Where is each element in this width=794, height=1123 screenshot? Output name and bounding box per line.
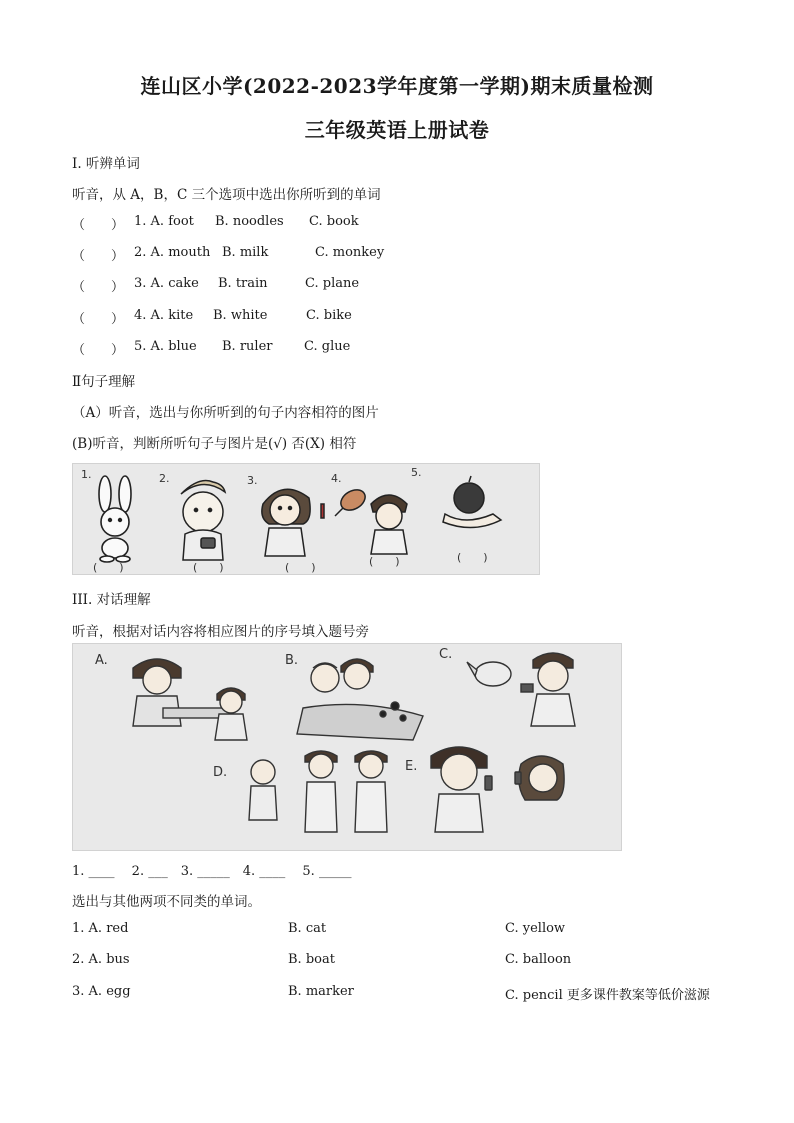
section2-instruction-b: (B)听音，判断所听句子与图片是(√) 否(X) 相符 — [72, 436, 357, 452]
picture-answer-parens: ( ) — [369, 555, 400, 568]
option-c: C. bike — [306, 308, 352, 323]
option-a: 2. A. bus — [72, 952, 130, 967]
answer-parens: （ ） — [72, 218, 125, 233]
option-c: C. glue — [304, 339, 351, 354]
section2-picture-strip — [72, 463, 540, 575]
picture-d-three-kids — [249, 751, 387, 832]
answer-parens: （ ） — [72, 343, 125, 358]
picture-number: 2. — [159, 472, 170, 485]
section3-picture-panel — [72, 643, 622, 851]
option-b: B. milk — [222, 245, 269, 260]
boy-picture — [181, 481, 225, 561]
section1-heading: I. 听辨单词 — [72, 156, 140, 172]
section2-instruction-a: （A）听音，选出与你所听到的句子内容相符的图片 — [72, 405, 379, 421]
option-c: C. pencil 更多课件教案等低价滋源 — [505, 988, 710, 1003]
option-a: 2. A. mouth — [134, 245, 211, 260]
option-a: 5. A. blue — [134, 339, 197, 354]
rabbit-picture — [99, 476, 131, 562]
option-a: 1. A. red — [72, 921, 129, 936]
dialogue-illustration — [73, 644, 621, 850]
answer-parens: （ ） — [72, 312, 125, 327]
picture-letter: A. — [95, 653, 108, 668]
picture-letter: E. — [405, 759, 418, 774]
option-b: B. boat — [288, 952, 335, 967]
option-c: C. plane — [305, 276, 360, 291]
picture-letter: B. — [285, 653, 299, 668]
answer-parens: （ ） — [72, 249, 125, 264]
apple-hand-picture — [443, 476, 501, 528]
picture-strip-illustration — [73, 464, 539, 574]
section1-instruction: 听音，从 A，B，C 三个选项中选出你所听到的单词 — [72, 187, 381, 203]
picture-answer-parens: ( ) — [457, 551, 488, 564]
picture-e-phone-kids — [431, 747, 564, 832]
option-a: 1. A. foot — [134, 214, 194, 229]
section2-heading: Ⅱ句子理解 — [72, 374, 136, 390]
option-b: B. train — [218, 276, 268, 291]
section3-answer-blanks: 1. ____ 2. ___ 3. _____ 4. ____ 5. _____ — [72, 864, 352, 879]
girl-picture — [262, 489, 324, 556]
option-c: C. book — [309, 214, 359, 229]
picture-answer-parens: ( ) — [193, 561, 224, 574]
section4-instruction: 选出与其他两项不同类的单词。 — [72, 894, 261, 910]
option-c: C. yellow — [505, 921, 566, 936]
answer-parens: （ ） — [72, 280, 125, 295]
option-a: 4. A. kite — [134, 308, 194, 323]
picture-number: 1. — [81, 468, 92, 481]
picture-letter: D. — [213, 765, 228, 780]
picture-letter: C. — [439, 647, 453, 662]
picture-b-kids-dog — [297, 659, 423, 740]
option-c: C. monkey — [315, 245, 385, 260]
picture-number: 3. — [247, 474, 258, 487]
option-a: 3. A. egg — [72, 984, 131, 999]
option-c: C. balloon — [505, 952, 572, 967]
option-b: B. marker — [288, 984, 354, 999]
option-b: B. noodles — [215, 214, 284, 229]
option-b: B. ruler — [222, 339, 273, 354]
picture-c-bird-boy — [467, 653, 575, 726]
exam-subtitle: 三年级英语上册试卷 — [304, 118, 490, 142]
picture-number: 5. — [411, 466, 422, 479]
picture-a-children — [133, 659, 247, 740]
exam-title: 连山区小学(2022-2023学年度第一学期)期末质量检测 — [140, 74, 654, 98]
option-b: B. cat — [288, 921, 327, 936]
section3-instruction: 听音，根据对话内容将相应图片的序号填入题号旁 — [72, 624, 369, 640]
chicken-boy-picture — [335, 486, 407, 554]
section3-heading: III. 对话理解 — [72, 592, 151, 608]
picture-number: 4. — [331, 472, 342, 485]
picture-answer-parens: ( ) — [93, 561, 124, 574]
picture-answer-parens: ( ) — [285, 561, 316, 574]
option-a: 3. A. cake — [134, 276, 199, 291]
option-b: B. white — [213, 308, 268, 323]
